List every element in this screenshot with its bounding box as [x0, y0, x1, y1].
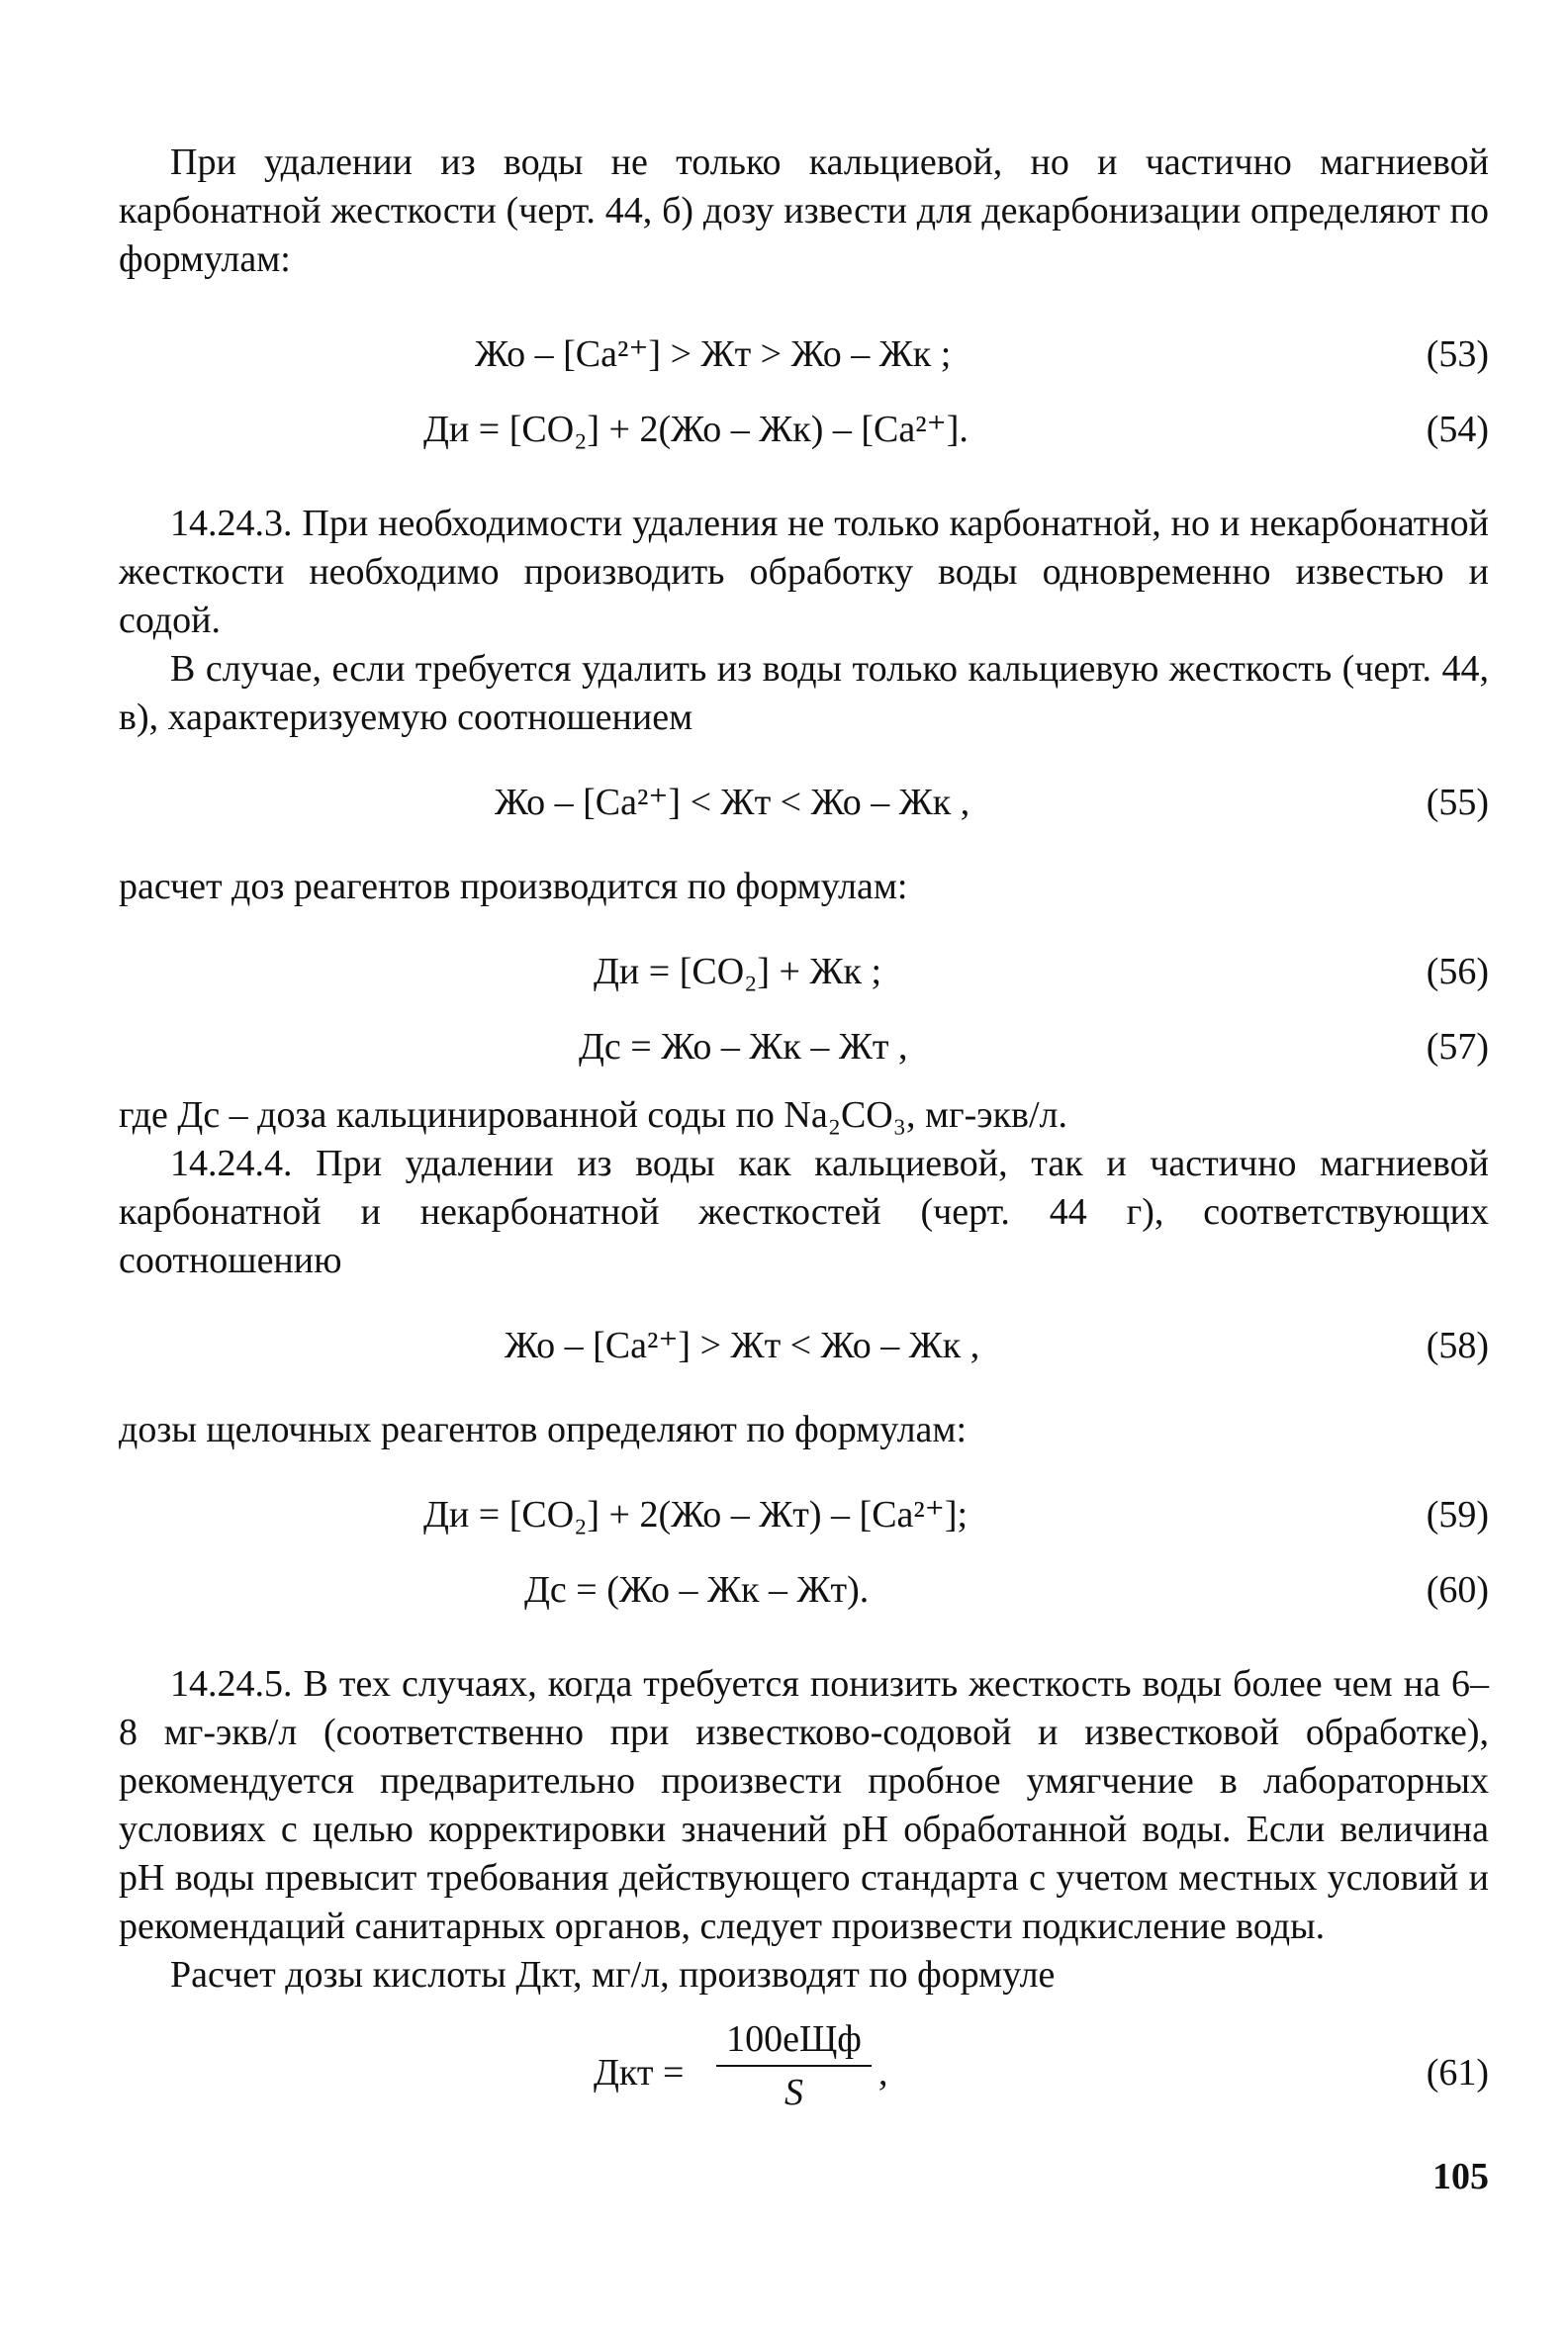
formula-60-expression: Дс = (Жо – Жк – Жт).	[524, 1569, 870, 1611]
paragraph-14-24-3: 14.24.3. При необходимости удаления не только карбонатной, но и некарбонатной жесткости необходимо производить обработку воды одновременно известью и содой.	[119, 503, 1489, 641]
formula-58-expression: Жо – [Ca²⁺] > Жт < Жо – Жк ,	[505, 1325, 980, 1366]
paragraph-5: где Дс – доза кальцинированной соды по Na₂CO₃, мг-экв/л.	[119, 1094, 1068, 1136]
formula-61-lhs: Дкт =	[594, 2052, 685, 2094]
formula-60-number: (60)	[1426, 1569, 1489, 1611]
formula-59-expression: Ди = [CO₂] + 2(Жо – Жт) – [Ca²⁺];	[423, 1494, 968, 1536]
formula-61-comma: ,	[878, 2052, 888, 2094]
formula-56-expression: Ди = [CO₂] + Жк ;	[594, 951, 882, 992]
formula-58	[119, 1315, 1489, 1376]
paragraph-4: расчет доз реагентов производится по формулам:	[119, 866, 908, 907]
formula-56	[119, 941, 1489, 1002]
formula-54-number: (54)	[1426, 409, 1489, 450]
formula-57-expression: Дс = Жо – Жк – Жт ,	[579, 1026, 908, 1068]
formula-60	[119, 1559, 1489, 1621]
paragraph-1: При удалении из воды не только кальциевой, но и частично магниевой карбонатной жесткости (черт. 44, б) дозу извести для декарбонизации определяют по формулам:	[119, 141, 1489, 280]
formula-55-number: (55)	[1426, 782, 1489, 823]
paragraph-9: Расчет дозы кислоты Дкт, мг/л, производят по формуле	[170, 1954, 1056, 1996]
formula-55	[119, 772, 1489, 833]
formula-53	[119, 324, 1489, 385]
formula-59-number: (59)	[1426, 1494, 1489, 1536]
formula-59	[119, 1484, 1489, 1545]
formula-55-expression: Жо – [Ca²⁺] < Жт < Жо – Жк ,	[495, 782, 970, 823]
formula-61-fraction	[712, 2013, 876, 2118]
paragraph-14-24-5: 14.24.5. В тех случаях, когда требуется понизить жесткость воды более чем на 6–8 мг-экв/л (соответственно при известково-содовой и известковой обработке), рекомендуется предварительно произвести пробное умягчение в лабораторных условиях с целью корректировки значений pH обработанной воды. Если величина pH воды превысит требования действующего стандарта с учетом местных условий и рекомендаций санитарных органов, следует произвести подкисление воды.	[119, 1663, 1489, 1947]
page-number: 105	[1432, 2156, 1489, 2197]
paragraph-14-24-4: 14.24.4. При удалении из воды как кальциевой, так и частично магниевой карбонатной и некарбонатной жесткостей (черт. 44 г), соответствующих соотношению	[119, 1143, 1489, 1281]
formula-61	[119, 2013, 1489, 2132]
paragraph-7: дозы щелочных реагентов определяют по формулам:	[119, 1409, 968, 1450]
page-body	[119, 139, 1489, 2132]
paragraph-3: В случае, если требуется удалить из воды только кальциевую жесткость (черт. 44, в), характеризуемую соотношением	[119, 648, 1489, 738]
formula-53-expression: Жо – [Ca²⁺] > Жт > Жо – Жк ;	[475, 333, 952, 375]
formula-57-number: (57)	[1426, 1026, 1489, 1068]
formula-56-number: (56)	[1426, 951, 1489, 992]
formula-53-number: (53)	[1426, 333, 1489, 375]
formula-54	[119, 399, 1489, 460]
formula-61-numerator: 100eЩф	[726, 2018, 862, 2060]
formula-61-number: (61)	[1426, 2052, 1489, 2094]
formula-57	[119, 1016, 1489, 1077]
formula-61-denominator: S	[784, 2072, 803, 2113]
formula-58-number: (58)	[1426, 1325, 1489, 1366]
formula-54-expression: Ди = [CO₂] + 2(Жо – Жк) – [Ca²⁺].	[423, 409, 968, 450]
